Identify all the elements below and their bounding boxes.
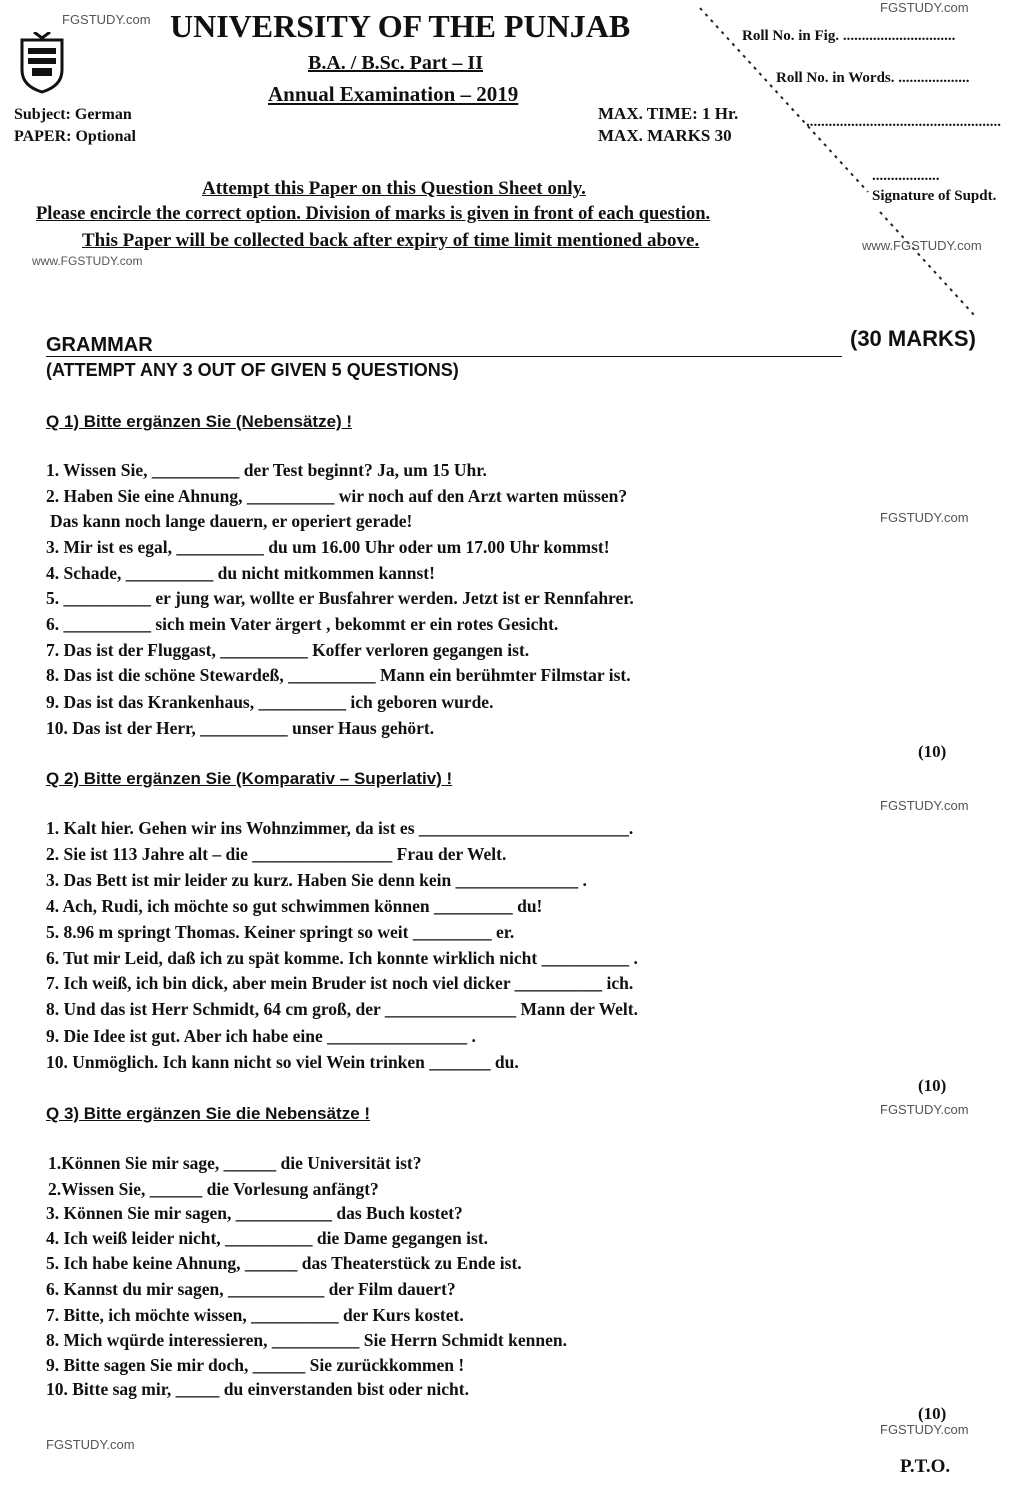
instruction-line: Attempt this Paper on this Question Sheet only. [202, 178, 586, 199]
diagonal-cut-line [0, 0, 1030, 330]
roll-no-words-field[interactable]: Roll No. in Words. ................... [776, 70, 970, 86]
question-item: 10. Bitte sag mir, _____ du einverstanden bist oder nicht. [46, 1379, 469, 1399]
max-time: MAX. TIME: 1 Hr. [598, 104, 739, 123]
question-item: 10. Unmöglich. Ich kann nicht so viel Wein trinken _______ du. [46, 1052, 519, 1072]
question-item: 8. Das ist die schöne Stewardeß, __________ Mann ein berühmter Filmstar ist. [46, 665, 631, 685]
question-item: 1. Kalt hier. Gehen wir ins Wohnzimmer, da ist es ________________________. [46, 818, 634, 838]
watermark: www.FGSTUDY.com [862, 238, 982, 253]
roll-no-words-line: .................................................... [806, 114, 1001, 130]
question-item: 9. Die Idee ist gut. Aber ich habe eine ________________ . [46, 1026, 476, 1046]
university-crest-icon [18, 32, 66, 94]
watermark: FGSTUDY.com [880, 1422, 969, 1437]
pto-label: P.T.O. [900, 1456, 951, 1477]
watermark: FGSTUDY.com [880, 0, 969, 15]
question-item: 6. __________ sich mein Vater ärgert , bekommt er ein rotes Gesicht. [46, 614, 559, 634]
question-item: 2. Sie ist 113 Jahre alt – die ________________ Frau der Welt. [46, 844, 507, 864]
instruction-line: This Paper will be collected back after expiry of time limit mentioned above. [82, 230, 700, 251]
question-item: Das kann noch lange dauern, er operiert gerade! [50, 511, 413, 531]
question-item: 9. Bitte sagen Sie mir doch, ______ Sie zurückkommen ! [46, 1355, 465, 1375]
section-title: GRAMMAR [46, 334, 153, 356]
question-heading: Q 1) Bitte ergänzen Sie (Nebensätze) ! [46, 412, 353, 431]
section-rule [46, 356, 842, 357]
question-item: 2.Wissen Sie, ______ die Vorlesung anfängt? [48, 1179, 379, 1199]
roll-no-fig-field[interactable]: Roll No. in Fig. .............................. [742, 28, 956, 44]
question-item: 2. Haben Sie eine Ahnung, __________ wir noch auf den Arzt warten müssen? [46, 486, 628, 506]
watermark: FGSTUDY.com [46, 1437, 135, 1452]
question-marks: (10) [918, 1404, 947, 1423]
question-item: 10. Das ist der Herr, __________ unser Haus gehört. [46, 718, 435, 738]
watermark: FGSTUDY.com [62, 12, 151, 27]
question-item: 7. Das ist der Fluggast, __________ Koffer verloren gegangen ist. [46, 640, 530, 660]
university-title: UNIVERSITY OF THE PUNJAB [170, 8, 631, 44]
instruction-line: Please encircle the correct option. Division of marks is given in front of each question. [36, 204, 711, 224]
question-heading: Q 2) Bitte ergänzen Sie (Komparativ – Superlativ) ! [46, 769, 453, 788]
question-item: 4. Ich weiß leider nicht, __________ die Dame gegangen ist. [46, 1228, 489, 1248]
question-item: 8. Mich wqürde interessieren, __________ Sie Herrn Schmidt kennen. [46, 1330, 567, 1350]
question-marks: (10) [918, 742, 947, 761]
question-marks: (10) [918, 1076, 947, 1095]
question-item: 3. Das Bett ist mir leider zu kurz. Haben Sie denn kein ______________ . [46, 870, 587, 890]
signature-label: Signature of Supdt. [872, 188, 997, 204]
watermark: FGSTUDY.com [880, 1102, 969, 1117]
max-marks: MAX. MARKS 30 [598, 126, 732, 145]
paper-label: PAPER: Optional [14, 128, 136, 145]
signature-line: .................. [872, 168, 940, 184]
question-item: 8. Und das ist Herr Schmidt, 64 cm groß, der _______________ Mann der Welt. [46, 999, 638, 1019]
program-name: B.A. / B.Sc. Part – II [308, 52, 483, 74]
question-item: 6. Tut mir Leid, daß ich zu spät komme. Ich konnte wirklich nicht __________ . [46, 948, 638, 968]
question-item: 7. Bitte, ich möchte wissen, __________ der Kurs kostet. [46, 1305, 464, 1325]
question-item: 3. Können Sie mir sagen, ___________ das Buch kostet? [46, 1203, 463, 1223]
question-item: 5. __________ er jung war, wollte er Busfahrer werden. Jetzt ist er Rennfahrer. [46, 588, 634, 608]
watermark: FGSTUDY.com [880, 510, 969, 525]
question-item: 4. Ach, Rudi, ich möchte so gut schwimmen können _________ du! [46, 896, 543, 916]
watermark: www.FGSTUDY.com [32, 254, 143, 268]
question-item: 1.Können Sie mir sage, ______ die Universität ist? [48, 1153, 422, 1173]
exam-name: Annual Examination – 2019 [268, 82, 519, 106]
question-item: 5. Ich habe keine Ahnung, ______ das Theaterstück zu Ende ist. [46, 1253, 522, 1273]
question-item: 5. 8.96 m springt Thomas. Keiner springt so weit _________ er. [46, 922, 515, 942]
question-heading: Q 3) Bitte ergänzen Sie die Nebensätze ! [46, 1104, 371, 1123]
section-note: (ATTEMPT ANY 3 OUT OF GIVEN 5 QUESTIONS) [46, 360, 459, 380]
section-marks: (30 MARKS) [850, 326, 976, 351]
question-item: 6. Kannst du mir sagen, ___________ der Film dauert? [46, 1279, 456, 1299]
question-item: 7. Ich weiß, ich bin dick, aber mein Bruder ist noch viel dicker __________ ich. [46, 973, 634, 993]
subject-label: Subject: German [14, 106, 132, 123]
watermark: FGSTUDY.com [880, 798, 969, 813]
question-item: 1. Wissen Sie, __________ der Test beginnt? Ja, um 15 Uhr. [46, 460, 487, 480]
question-item: 4. Schade, __________ du nicht mitkommen kannst! [46, 563, 435, 583]
question-item: 3. Mir ist es egal, __________ du um 16.00 Uhr oder um 17.00 Uhr kommst! [46, 537, 610, 557]
question-item: 9. Das ist das Krankenhaus, __________ ich geboren wurde. [46, 692, 494, 712]
